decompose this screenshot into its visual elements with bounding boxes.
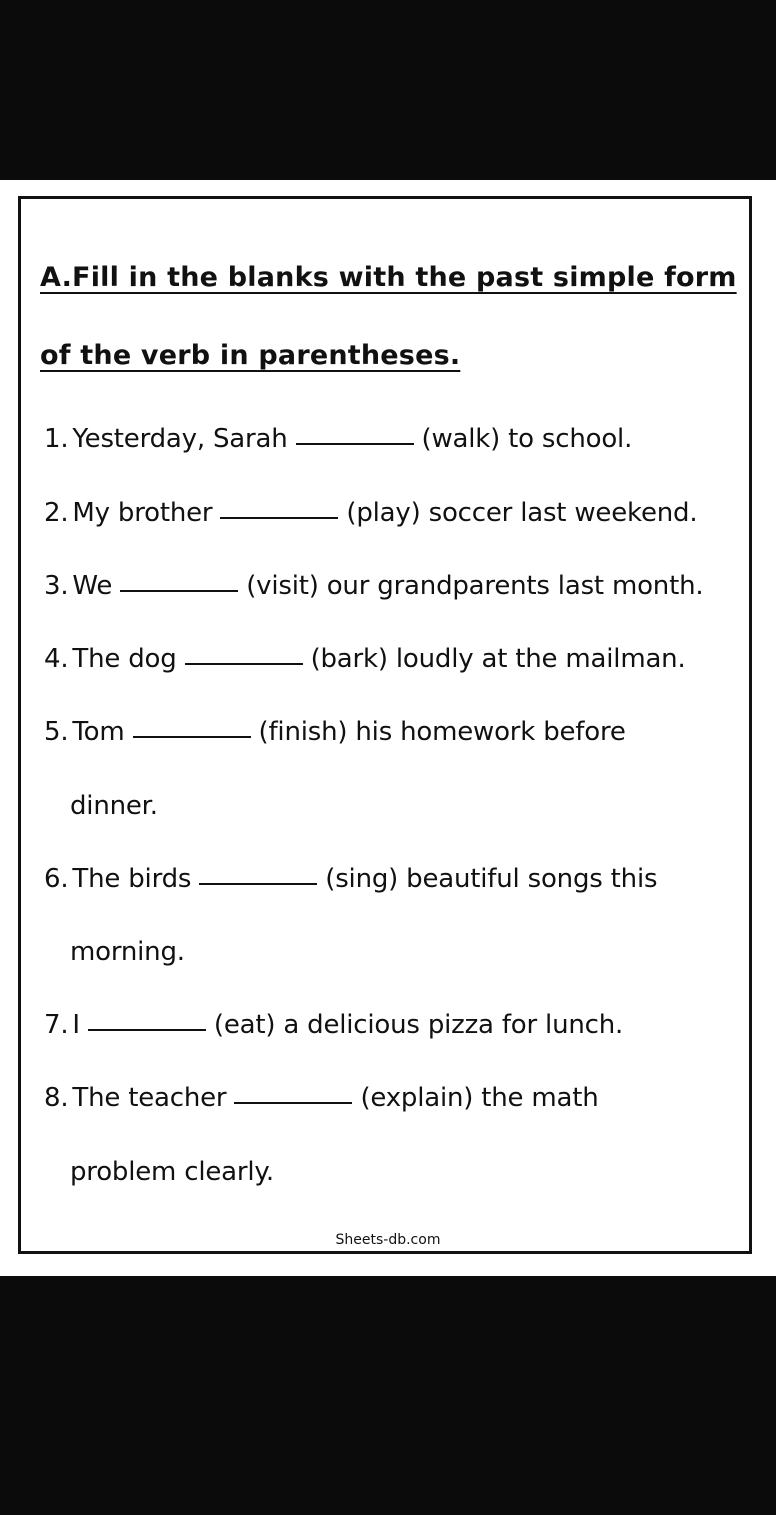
answer-blank[interactable] (185, 662, 303, 665)
item-text-after: (explain) the math (360, 1083, 599, 1113)
top-black-bar (0, 0, 776, 180)
item-text-after: (sing) beautiful songs this (325, 864, 658, 894)
item-text-before: Yesterday, Sarah (72, 424, 288, 454)
item-text-before: I (72, 1010, 80, 1040)
exercise-item-5-continuation: dinner. (70, 791, 158, 821)
exercise-item-3 (44, 571, 703, 601)
item-text-before: The teacher (72, 1083, 227, 1113)
source-footer: Sheets-db.com (335, 1232, 441, 1248)
item-number: 2. (44, 498, 69, 528)
item-text-after: (play) soccer last weekend. (346, 498, 698, 528)
instruction-heading-line-1: A.Fill in the blanks with the past simple form (40, 262, 737, 293)
item-number: 8. (44, 1083, 69, 1113)
item-number: 7. (44, 1010, 69, 1040)
answer-blank[interactable] (199, 882, 317, 885)
item-text-after: (visit) our grandparents last month. (246, 571, 704, 601)
item-text-after: (bark) loudly at the mailman. (310, 644, 686, 674)
answer-blank[interactable] (220, 516, 338, 519)
exercise-item-1 (44, 424, 632, 454)
exercise-item-7 (44, 1010, 623, 1040)
exercise-item-8 (44, 1083, 599, 1113)
answer-blank[interactable] (234, 1101, 352, 1104)
exercise-item-2 (44, 498, 697, 528)
item-number: 1. (44, 424, 69, 454)
item-text-after: (finish) his homework before (258, 717, 626, 747)
worksheet (0, 180, 776, 1276)
answer-blank[interactable] (133, 735, 251, 738)
exercise-item-4 (44, 644, 686, 674)
answer-blank[interactable] (88, 1028, 206, 1031)
item-text-before: We (72, 571, 113, 601)
exercise-item-6 (44, 864, 657, 894)
bottom-black-bar (0, 1276, 776, 1515)
item-number: 4. (44, 644, 69, 674)
item-text-before: The dog (72, 644, 177, 674)
exercise-item-8-continuation: problem clearly. (70, 1157, 274, 1187)
item-text-before: My brother (72, 498, 213, 528)
instruction-heading-line-2: of the verb in parentheses. (40, 340, 461, 371)
answer-blank[interactable] (120, 589, 238, 592)
exercise-item-6-continuation: morning. (70, 937, 185, 967)
item-number: 6. (44, 864, 69, 894)
exercise-item-5 (44, 717, 626, 747)
item-text-after: (walk) to school. (421, 424, 633, 454)
item-number: 3. (44, 571, 69, 601)
item-text-after: (eat) a delicious pizza for lunch. (213, 1010, 624, 1040)
item-text-before: The birds (72, 864, 192, 894)
item-number: 5. (44, 717, 69, 747)
item-text-before: Tom (72, 717, 125, 747)
answer-blank[interactable] (296, 442, 414, 445)
